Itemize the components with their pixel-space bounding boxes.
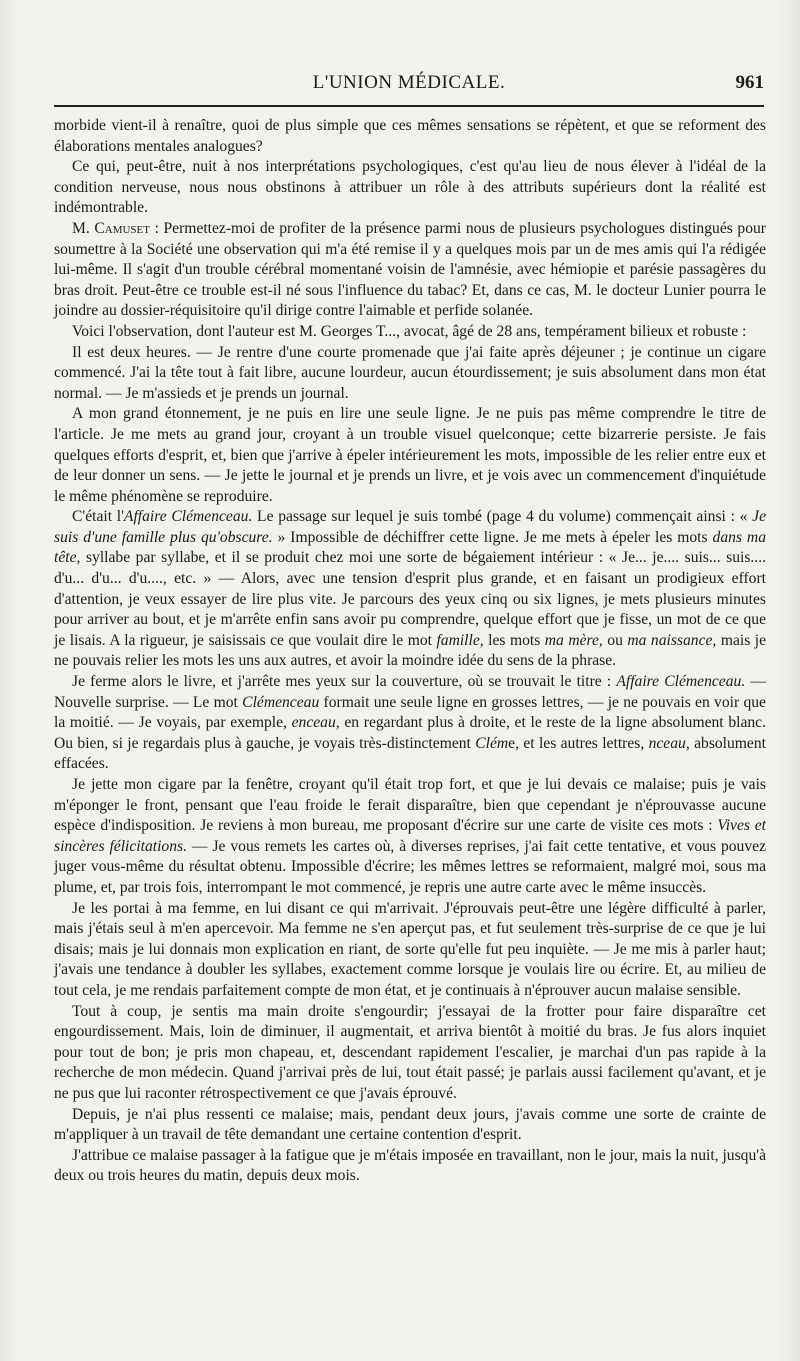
- paragraph-continuation: morbide vient-il à renaître, quoi de plus simple que ces mêmes sensations se répètent, et que se reforment des élaborations mentales analogues?: [54, 117, 766, 155]
- text-run: absolument effacées.: [54, 734, 766, 773]
- text-run: en regardant plus à droite, et le reste de la ligne absolument blanc. Ou bien, si je regardais plus à gauche, je voyais très-distinctement: [54, 714, 766, 752]
- paragraph: Je les portai à ma femme, en lui disant ce qui m'arrivait. J'éprouvais peut-être une légère difficulté à parler, mais j'étais seul à m'en apercevoir. Ma femme ne s'en aperçut pas, et fut seulement très-surprise de ce que je lui disais; mais je lui donnais mon explication en riant, de sorte qu'elle fut peu inquiète. — Je me mis à parler haut; j'avais une tendance à doubler les syllabes, exactement comme lorsque je voulais lire ou écrire. Et, au milieu de tout cela, je me rendais parfaitement compte de mon état, et je continuais à n'éprouver aucun malaise sensible.: [54, 899, 766, 999]
- text-run: » Impossible de déchiffrer cette ligne. Je me mets à épeler les mots: [272, 528, 713, 546]
- speaker-name: M. Camuset: [72, 219, 150, 237]
- paragraph: J'attribue ce malaise passager à la fatigue que je m'étais imposée en travaillant, non le jour, mais la nuit, jusqu'à deux ou trois heures du matin, depuis deux mois.: [54, 1146, 766, 1185]
- text-run: Je jette mon cigare par la fenêtre, croyant qu'il était trop fort, et que je lui devais ce malaise; puis je vais m'éponger le front, pensant que l'eau froide le ferait disparaître, bien que cependant je n'éprouvasse aucune espèce d'indisposition. Je reviens à mon bureau, me proposant d'écrire sur une carte de visite ces mots :: [54, 776, 766, 835]
- italic-run: dans ma tête,: [54, 528, 766, 567]
- italic-run: enceau,: [291, 714, 340, 732]
- paragraph-text: : Permettez-moi de profiter de la présence parmi nous de plusieurs psychologues distingués pour soumettre à la Société une observation qui m'a été remise il y a quelques mois par un de mes amis qui l'a rédigée lui-même. Il s'agit d'un trouble cérébral momentané voisin de l'amnésie, avec hémiopie et parésie passagères du bras droit. Peut-être ce trouble est-il né sous l'influence du tabac? Et, dans ce cas, M. le docteur Lunier pourra le joindre au dossier-réquisitoire qu'il dirige contre l'aimable et perfide solanée.: [54, 219, 766, 320]
- paragraph-affaire: [54, 507, 766, 672]
- paragraph: Depuis, je n'ai plus ressenti ce malaise; mais, pendant deux jours, j'avais comme une sorte de crainte de m'appliquer à un travail de tête demandant une certaine contention d'esprit.: [54, 1105, 766, 1144]
- paragraph: A mon grand étonnement, je ne puis en lire une seule ligne. Je ne puis pas même comprendre le titre de l'article. Je me mets au grand jour, croyant à un trouble visuel quelconque; cette bizarrerie persiste. Je fais quelques efforts d'esprit, et, bien que j'arrive à épeler intérieurement les mots, impossible de les relier entre eux et de leur donner un sens. — Je jette le journal et je prends un livre, et je vois avec un commencement d'inquiétude le même phénomène se reproduire.: [54, 405, 766, 505]
- italic-run: ma naissance,: [627, 631, 717, 649]
- text-run: formait une seule ligne en grosses lettres, — je ne pouvais en voir que la moitié. — Je voyais, par exemple,: [54, 693, 766, 732]
- text-run: — Nouvelle surprise. — Le mot: [54, 673, 766, 711]
- italic-run: famille,: [436, 631, 484, 649]
- italic-run: Vives et sincères félicitations.: [54, 817, 766, 855]
- italic-run: Je suis d'une famille plus qu'obscure.: [54, 508, 766, 546]
- text-run: ou: [602, 631, 628, 649]
- text-run: syllabe par syllabe, et il se produit chez moi une sorte de bégaiement intérieur : « Je... je.... suis... suis.... d'u... d'u... d'u...., etc. » — Alors, avec une tension d'esprit plus grande, et en faisant un prodigieux effort d'attention, je veux essayer de lire plus vite. Je parcours des yeux cinq ou six lignes, je mets plusieurs minutes pour arriver au bout, et je m'arrête enfin sans avoir pu comprendre, quelque effort que je fisse, un mot de ce que je lisais. A la rigueur, je saisissais ce que voulait dire le mot: [54, 549, 766, 649]
- paragraph-camuset: [54, 219, 766, 322]
- paragraph-cigar: [54, 775, 766, 899]
- paragraph: Il est deux heures. — Je rentre d'une courte promenade que j'ai faite après déjeuner ; je continue un cigare commencé. J'ai la tête tout à fait libre, aucune lourdeur, aucun étourdissement; je suis absolument dans mon état normal. — Je m'assieds et je prends un journal.: [54, 343, 766, 402]
- italic-run: Clém: [475, 734, 509, 752]
- italic-run: Affaire Clémenceau.: [616, 673, 746, 691]
- italic-run: Affaire Clémenceau.: [123, 508, 253, 526]
- text-run: Je ferme alors le livre, et j'arrête mes yeux sur la couverture, où se trouvait le titre :: [72, 673, 617, 691]
- text-run: — Je vous remets les cartes où, à diverses reprises, j'ai fait cette tentative, et vous pouvez juger vous-même du résultat obtenu. Impossible d'écrire; les mêmes lettres se reformaient, malgré moi, sous ma plume, et, par trois fois, interrompant le mot commencé, je repris une autre carte avec le même insuccès.: [54, 837, 766, 896]
- page-header: [54, 72, 764, 102]
- page-number: 961: [735, 72, 764, 93]
- text-run: mais je ne pouvais relier les mots les uns aux autres, et avoir la moindre idée du sens de la phrase.: [54, 631, 767, 670]
- paragraph: Tout à coup, je sentis ma main droite s'engourdir; j'essayai de la frotter pour faire disparaître cet engourdissement. Mais, loin de diminuer, il augmentait, et arriva bientôt à moitié du bras. Je fus alors inquiet pour tout de bon; je pris mon chapeau, et, descendant rapidement l'escalier, je marchai d'un pas rapide à la recherche de mon médecin. Quand j'arrivai près de lui, tout était passé; je parlais aussi facilement qu'avant, et je ne pus que lui raconter rétrospectivement ce que j'avais éprouvé.: [54, 1002, 766, 1102]
- text-run: les mots: [483, 631, 545, 649]
- article-body: [54, 116, 766, 1187]
- italic-run: ma mère,: [544, 631, 603, 649]
- paragraph: Ce qui, peut-être, nuit à nos interprétations psychologiques, c'est qu'au lieu de nous élever à l'idéal de la condition nerveuse, nous nous obstinons à attribuer un rôle à des attributs supérieurs dont la réalité est indémontrable.: [54, 158, 766, 217]
- paragraph: Voici l'observation, dont l'auteur est M. Georges T..., avocat, âgé de 28 ans, tempérament bilieux et robuste :: [72, 322, 747, 340]
- paragraph-cover: [54, 672, 766, 775]
- italic-run: Clémenceau: [242, 693, 320, 711]
- text-run: C'était l': [72, 508, 124, 526]
- header-rule: [54, 105, 764, 107]
- running-title: L'UNION MÉDICALE.: [312, 72, 506, 93]
- text-run: Le passage sur lequel je suis tombé (page 4 du volume) commençait ainsi : «: [252, 508, 753, 526]
- text-run: e, et les autres lettres,: [508, 734, 649, 752]
- italic-run: nceau,: [648, 734, 690, 752]
